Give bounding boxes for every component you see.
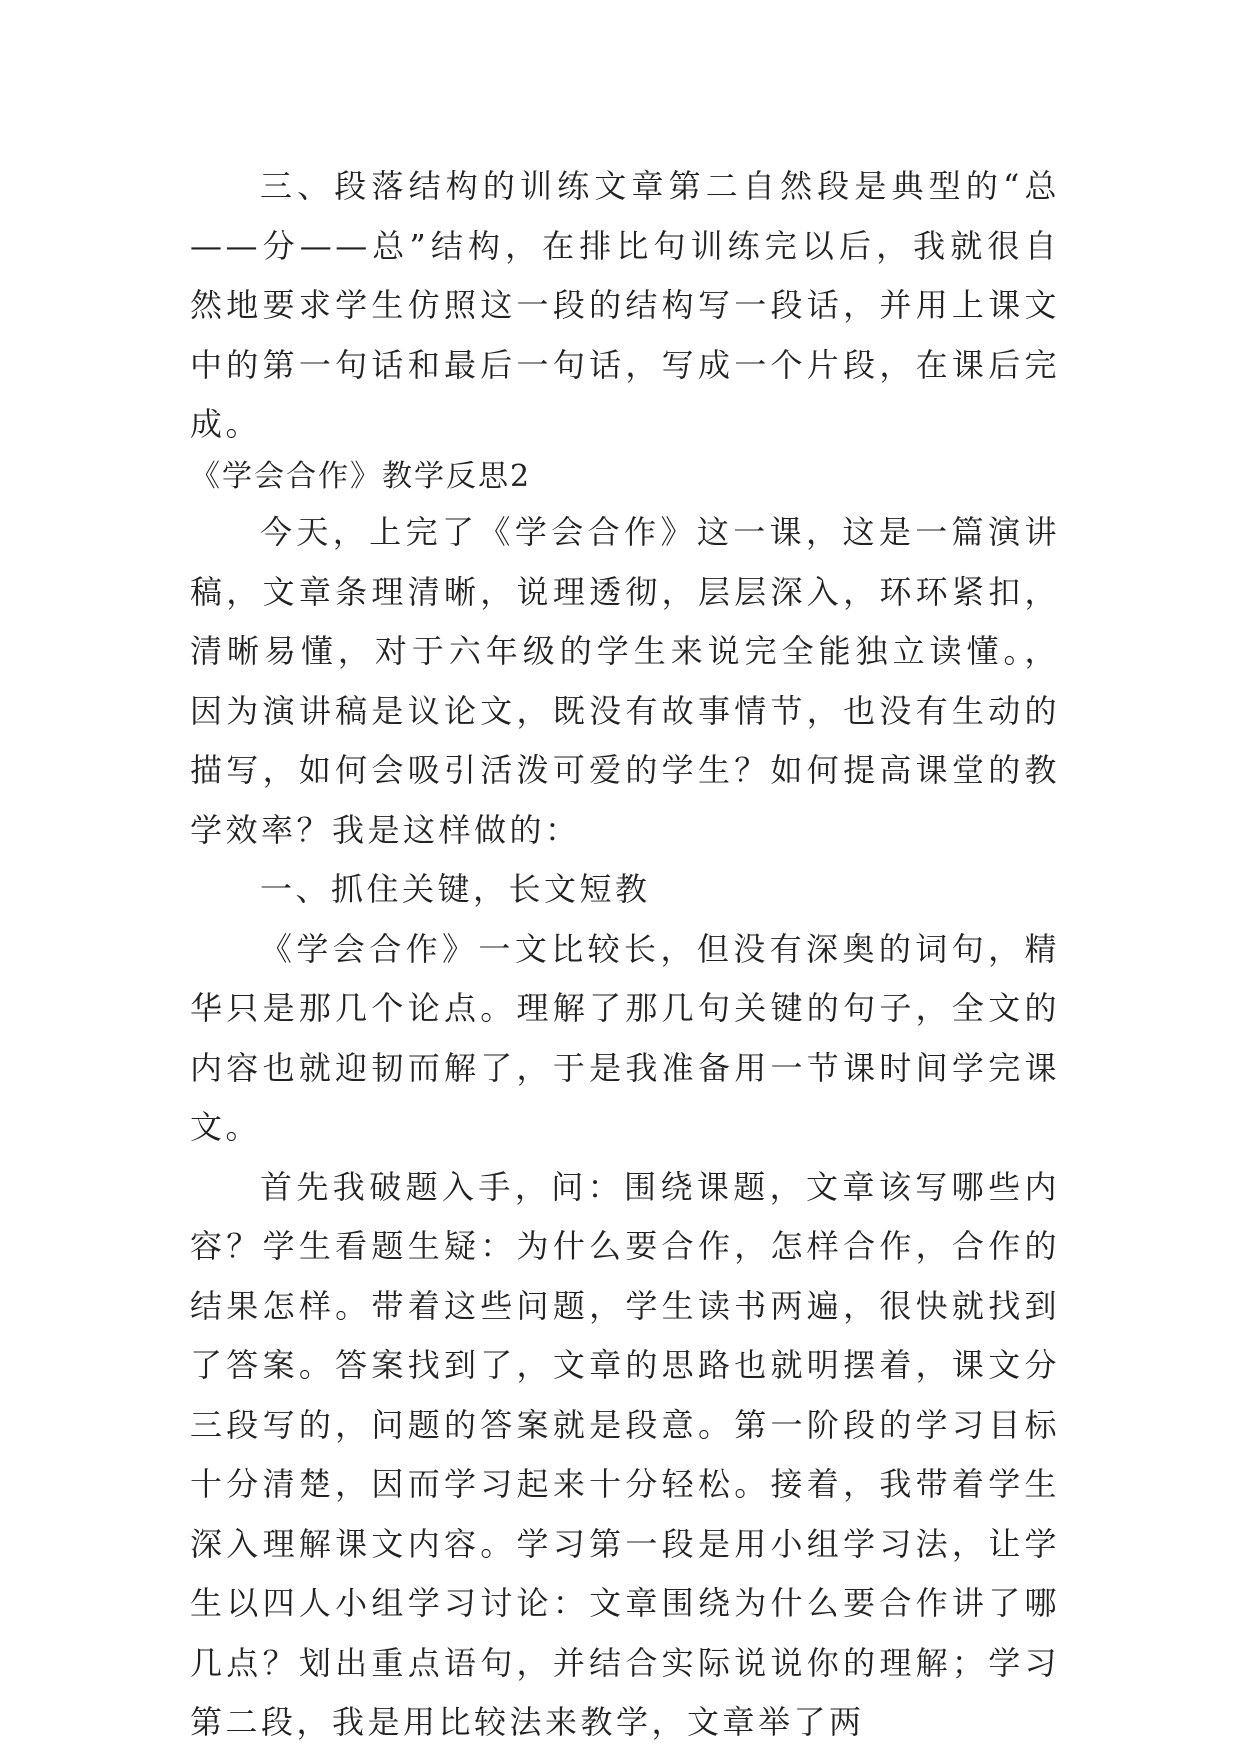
paragraph-structure-training: 三、段落结构的训练文章第二自然段是典型的“总——分——总”结构，在排比句训练完以后，我就很自然地要求学生仿照这一段的结构写一段话，并用上课文中的第一句话和最后一句话，写成一个片段，在课后完成。 xyxy=(190,167,1060,443)
article-body xyxy=(190,503,1060,1753)
article-paragraph-intro: 今天，上完了《学会合作》这一课，这是一篇演讲稿，文章条理清晰，说理透彻，层层深入，环环紧扣，清晰易懂，对于六年级的学生来说完全能独立读懂。，因为演讲稿是议论文，既没有故事情节，也没有生动的描写，如何会吸引活泼可爱的学生？如何提高课堂的教学效率？我是这样做的： xyxy=(190,513,1060,849)
section-top xyxy=(190,157,1060,455)
article-paragraph-method: 首先我破题入手，问：围绕课题，文章该写哪些内容？学生看题生疑：为什么要合作，怎样合作，合作的结果怎样。带着这些问题，学生读书两遍，很快就找到了答案。答案找到了，文章的思路也就明摆着，课文分三段写的，问题的答案就是段意。第一阶段的学习目标十分清楚，因而学习起来十分轻松。接着，我带着学生深入理解课文内容。学习第一段是用小组学习法，让学生以四人小组学习讨论：文章围绕为什么要合作讲了哪几点？划出重点语句，并结合实际说说你的理解；学习第二段，我是用比较法来教学，文章举了两 xyxy=(190,1167,1060,1741)
article-paragraph-long-text: 《学会合作》一文比较长，但没有深奥的词句，精华只是那几个论点。理解了那几句关键的句子，全文的内容也就迎韧而解了，于是我准备用一节课时间学完课文。 xyxy=(190,929,1060,1146)
article-subheading-one: 一、抓住关键，长文短教 xyxy=(260,870,651,908)
article-title: 《学会合作》教学反思2 xyxy=(190,459,532,494)
